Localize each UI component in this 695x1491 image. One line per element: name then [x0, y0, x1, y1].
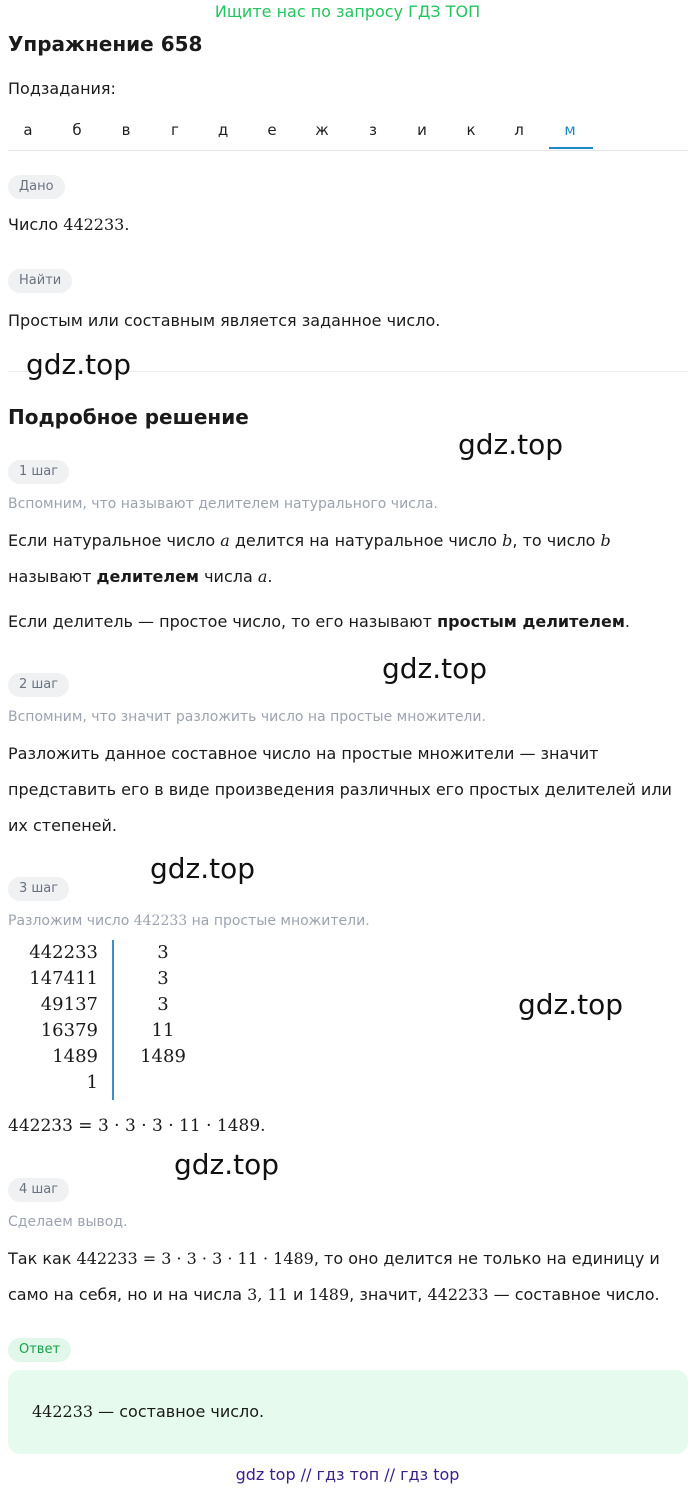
- factor-prime: 3: [157, 994, 169, 1015]
- tab-a[interactable]: а: [23, 121, 33, 139]
- step2-line2: представить его в виде произведения различных его простых делителей или: [8, 780, 672, 799]
- factor-prime: 11: [151, 1020, 175, 1041]
- subtasks-label: Подзадания:: [8, 79, 116, 98]
- tab-k[interactable]: к: [466, 121, 476, 139]
- watermark: gdz.top: [150, 852, 256, 885]
- solution-title: Подробное решение: [8, 405, 249, 429]
- tab-zh[interactable]: ж: [315, 121, 329, 139]
- tab-g[interactable]: г: [171, 121, 179, 139]
- factor-prime: 3: [157, 968, 169, 989]
- factorization-table: [8, 940, 208, 1100]
- step4-hint: Сделаем вывод.: [8, 1214, 128, 1230]
- tab-z[interactable]: з: [369, 121, 377, 139]
- step1-hint: Вспомним, что называют делителем натурального числа.: [8, 496, 438, 512]
- step1-line3: Если делитель — простое число, то его называют простым делителем.: [8, 612, 631, 631]
- subtask-tabs: [8, 116, 688, 151]
- step2-badge: 2 шаг: [8, 673, 69, 697]
- factor-divider-line: [112, 940, 114, 1100]
- tab-e[interactable]: е: [267, 121, 277, 139]
- search-banner: Ищите нас по запросу ГДЗ ТОП: [214, 2, 481, 21]
- find-text: Простым или составным является заданное число.: [8, 311, 441, 330]
- answer-text: 442233 — составное число.: [32, 1402, 265, 1421]
- factor-prime: 3: [157, 942, 169, 963]
- watermark: gdz.top: [518, 988, 624, 1021]
- page-title: Упражнение 658: [8, 32, 203, 56]
- factor-dividend: 1: [86, 1072, 98, 1093]
- factorization-result: 442233 = 3 · 3 · 3 · 11 · 1489.: [8, 1116, 266, 1136]
- active-tab-indicator: [549, 147, 593, 149]
- given-text: Число 442233.: [8, 215, 130, 234]
- step1-line1: Если натуральное число a делится на натуральное число b, то число b: [8, 531, 611, 550]
- step4-line2: само на себя, но и на числа 3, 11 и 1489, значит, 442233 — составное число.: [8, 1285, 660, 1304]
- watermark: gdz.top: [174, 1148, 280, 1181]
- tab-i[interactable]: и: [417, 121, 427, 139]
- step2-line1: Разложить данное составное число на простые множители — значит: [8, 744, 599, 763]
- step1-badge: 1 шаг: [8, 460, 69, 484]
- tab-v[interactable]: в: [121, 121, 131, 139]
- step3-hint: Разложим число 442233 на простые множители.: [8, 913, 370, 929]
- step3-badge: 3 шаг: [8, 877, 69, 901]
- footer-links[interactable]: gdz top // гдз топ // гдз top: [235, 1465, 460, 1484]
- watermark: gdz.top: [382, 652, 488, 685]
- step2-line3: их степеней.: [8, 816, 118, 835]
- tab-m[interactable]: м: [564, 121, 576, 139]
- step4-line1: Так как 442233 = 3 · 3 · 3 · 11 · 1489, то оно делится не только на единицу и: [8, 1249, 660, 1268]
- given-badge: Дано: [8, 175, 65, 199]
- step2-hint: Вспомним, что значит разложить число на простые множители.: [8, 709, 486, 725]
- watermark: gdz.top: [26, 348, 132, 381]
- factor-prime: 1489: [140, 1046, 186, 1067]
- tab-l[interactable]: л: [514, 121, 524, 139]
- factor-dividend: 147411: [29, 968, 98, 989]
- factor-dividend: 49137: [40, 994, 98, 1015]
- tab-b[interactable]: б: [72, 121, 82, 139]
- factor-dividend: 442233: [29, 942, 98, 963]
- watermark: gdz.top: [458, 428, 564, 461]
- step1-line2: называют делителем числа a.: [8, 567, 273, 586]
- tab-d[interactable]: д: [217, 121, 229, 139]
- answer-badge: Ответ: [8, 1338, 71, 1362]
- find-badge: Найти: [8, 269, 72, 293]
- answer-box: [8, 1370, 688, 1454]
- step4-badge: 4 шаг: [8, 1178, 69, 1202]
- factor-dividend: 1489: [52, 1046, 98, 1067]
- factor-dividend: 16379: [40, 1020, 98, 1041]
